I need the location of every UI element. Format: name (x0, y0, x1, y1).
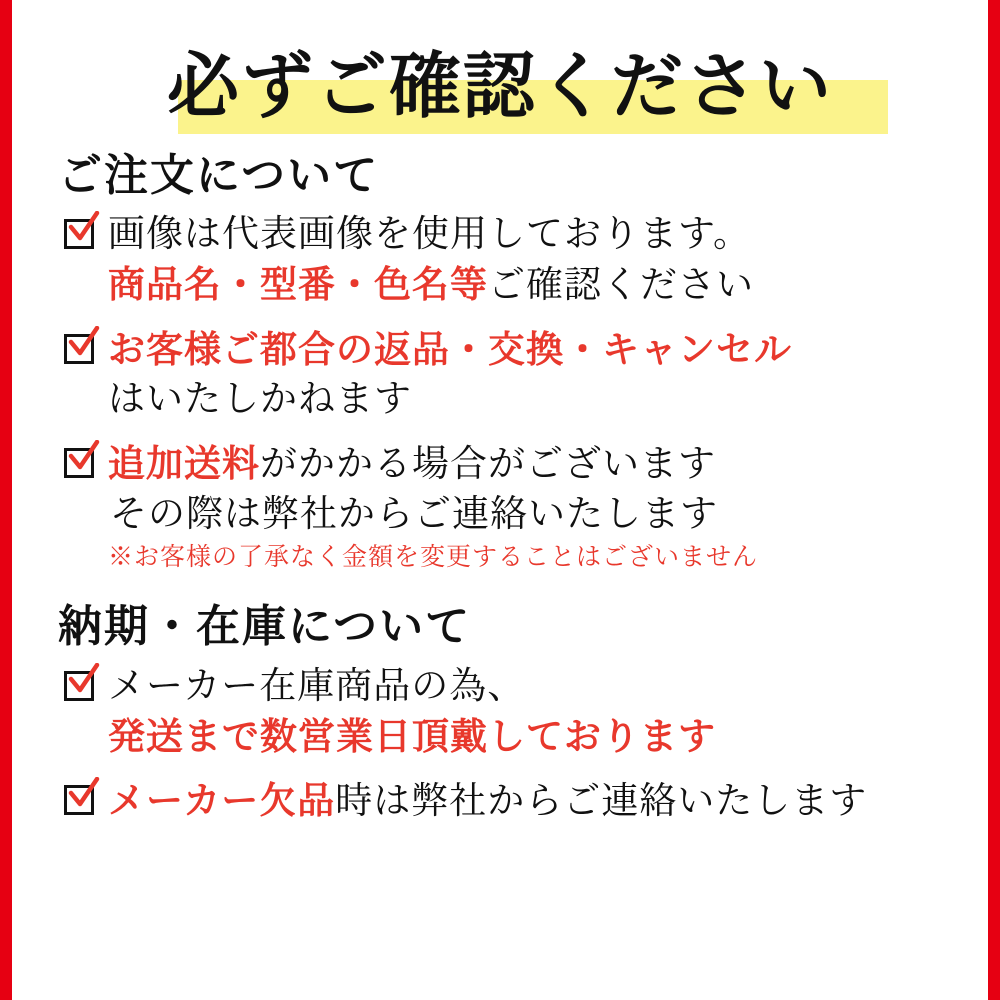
line-note: ※お客様の了承なく金額を変更することはございません (108, 542, 759, 572)
line-text: はいたしかねます (108, 377, 412, 421)
list-item (62, 324, 960, 424)
list-item-text (108, 775, 960, 826)
list-item-text (108, 438, 960, 575)
list-item-text (108, 324, 960, 424)
line-text (108, 438, 960, 489)
title-text: 必ずご確認ください (166, 43, 833, 128)
section-heading: 納期・在庫について (58, 601, 472, 653)
line-emphasis: 商品名・型番・色名等 (108, 262, 488, 307)
line-rest: ご確認ください (488, 263, 754, 307)
section-delivery (40, 597, 960, 825)
section-heading: ご注文について (58, 150, 380, 201)
line-rest: 時は弊社からご連絡いたします (335, 778, 868, 822)
line-text: 発送まで数営業日頂戴しております (108, 713, 716, 758)
list-item (62, 209, 960, 310)
right-red-border (988, 0, 1000, 1000)
list-item (62, 775, 960, 826)
checkbox-checked-icon (62, 444, 102, 484)
page-title (40, 34, 960, 146)
list-item (62, 438, 960, 575)
notice-content (12, 0, 988, 1000)
line-text: メーカー在庫商品の為、 (108, 663, 526, 707)
line-text: その際は弊社からご連絡いたします (110, 492, 718, 536)
line-text (108, 775, 960, 826)
line-text: お客様ご都合の返品・交換・キャンセル (108, 327, 792, 372)
list-item-text (108, 209, 960, 310)
checkbox-checked-icon (62, 330, 102, 370)
line-emphasis: 追加送料 (108, 441, 260, 486)
checkbox-checked-icon (62, 215, 102, 255)
left-red-border (0, 0, 12, 1000)
section-orders (40, 146, 960, 575)
list-item-text (108, 661, 960, 761)
line-text: 画像は代表画像を使用しております。 (108, 212, 752, 256)
list-item (62, 661, 960, 761)
line-rest: がかかる場合がございます (260, 442, 716, 486)
checkbox-checked-icon (62, 667, 102, 707)
checkbox-checked-icon (62, 781, 102, 821)
line-text (108, 259, 960, 310)
line-emphasis: メーカー欠品 (108, 777, 336, 822)
